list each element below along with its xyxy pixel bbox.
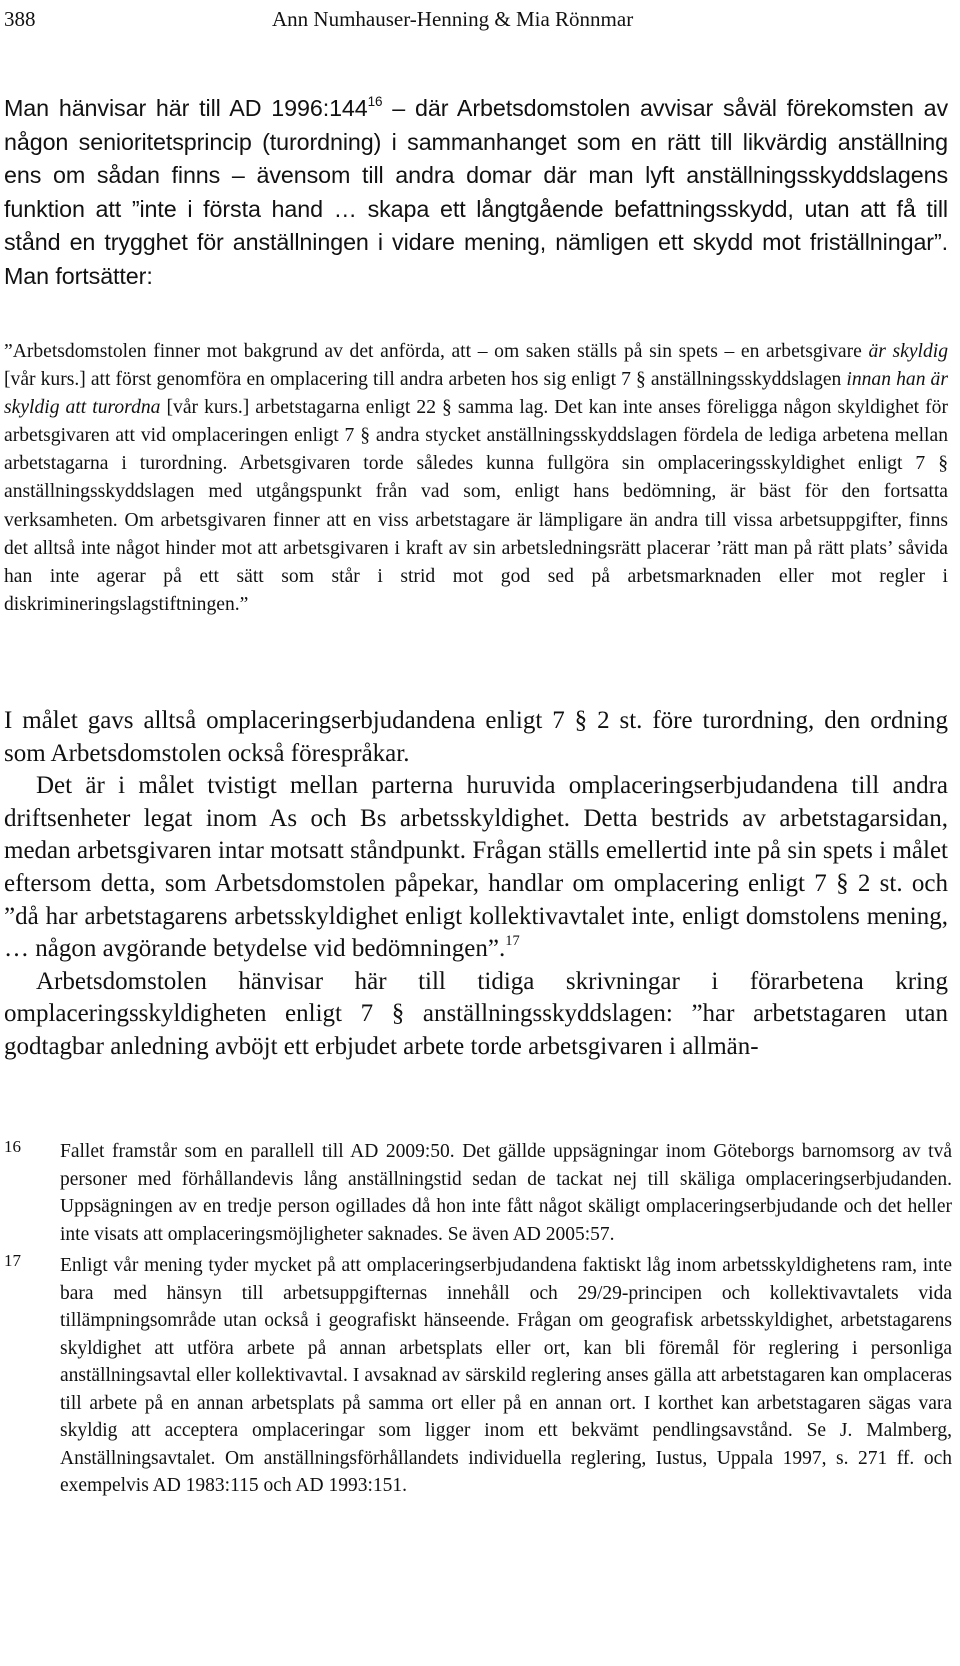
- footnote-number: 16: [4, 1137, 21, 1156]
- footnote-16: [0, 1138, 952, 1248]
- page-header: [0, 4, 960, 34]
- quote-part-1: ”Arbetsdomstolen finner mot bakgrund av det anförda, att – om saken ställs på sin spets – en arbetsgivare: [4, 341, 869, 362]
- body-paragraph-2-text: Det är i målet tvistigt mellan parterna huruvida omplaceringserbjudandena till andra driftsenheter legat inom As och Bs arbetsskyldighet. Detta bestrids av arbetstagarsidan, medan arbetsgivaren intar motsatt ståndpunkt. Frågan ställs emellertid inte på sin spets i målet eftersom detta, som Arbetsdomstolen påpekar, handlar om omplacering enligt 7 § 2 st. och ”då har arbetstagarens arbetsskyldighet enligt kollektivavtalet inte, enligt domstolens mening, … någon avgörande betydelse vid bedömningen”.: [4, 772, 948, 963]
- quote-part-2: [vår kurs.] att först genomföra en omplacering till andra arbeten hos sig enligt 7 § anställningsskyddslagen: [4, 369, 847, 391]
- footnote-text: Fallet framstår som en parallell till AD 2009:50. Det gällde uppsägningar inom Göteborgs barnomsorg av två personer med förhållandevis lång anställningstid sedan de tackat nej till skäliga omplaceringserbjudanden. Uppsägningen av en tredje person ogillades då hon inte fått något skäligt omplaceringserbjudande och det heller inte visats att omplaceringsmöjligheter saknades. Se även AD 2005:57.: [60, 1141, 952, 1245]
- footnote-number: 17: [4, 1251, 21, 1270]
- footnotes-section: [0, 1138, 952, 1500]
- quote-italic-2: innan han är skyldig att turordna: [4, 369, 948, 419]
- footnote-17: [0, 1252, 952, 1500]
- footnote-ref-16[interactable]: 16: [367, 93, 383, 109]
- block-quote: [4, 338, 948, 619]
- intro-paragraph: [4, 92, 948, 294]
- footnote-ref-17[interactable]: 17: [505, 933, 520, 950]
- quote-part-3: [vår kurs.] arbetstagarna enligt 22 § samma lag. Det kan inte anses föreligga någon skyldighet för arbetsgivaren att vid omplaceringen enligt 7 § andra stycket anställningsskyddslagen fördela de lediga arbetena mellan arbetstagarna i turordning. Arbetsgivaren torde således kunna fullgöra sin omplaceringsskyldighet enligt 7 § anställningsskyddslagen med utgångspunkt från vad som, enligt hans bedömning, är bäst för den fortsatta verksamheten. Om arbetsgivaren finner att en viss arbetstagare är lämpligare än andra till vissa arbetsuppgifter, finns det alltså inte något hinder mot att arbetsgivaren i kraft av sin arbetsledningsrätt placerar ’rätt man på rätt plats’ såvida han inte agerar på ett sätt som står i strid mot god sed på arbetsmarknaden eller mot regler i diskrimineringslagstiftningen.”: [4, 397, 948, 615]
- quote-italic-1: är skyldig: [868, 341, 949, 362]
- intro-text-start: Man hänvisar här till AD 1996:144: [4, 95, 368, 121]
- page-number: 388: [4, 7, 36, 31]
- footnote-text: Enligt vår mening tyder mycket på att omplaceringserbjudandena faktiskt låg inom arbetsskyldighetens ram, inte bara med hänsyn till arbetsuppgifternas innehåll och 29/29-principen och kollektivavtalets vida tillämpningsområde utan också i geografiskt hänseende. Frågan om geografisk arbetsskyldighet, arbetstagarens skyldighet att utföra arbete på annan arbetsplats eller ort, kan bli föremål för reglering i personliga anställningsavtal eller kollektivavtal. I avsaknad av särskild reglering anses gälla att arbetstagaren kan omplaceras till arbete på en annan arbetsplats på samma ort eller på en annan ort. I korthet kan arbetstagaren sägas vara skyldig att acceptera omplaceringar som ligger inom ett bekvämt pendlingsavstånd. Se J. Malmberg, Anställningsavtalet. Om anställningsförhållandets individuella reglering, Iustus, Uppala 1997, s. 271 ff. och exempelvis AD 1983:115 och AD 1993:151.: [60, 1255, 952, 1496]
- body-paragraph-2: [4, 770, 948, 966]
- body-paragraph-1: I målet gavs alltså omplaceringserbjudandena enligt 7 § 2 st. före turordning, den ordning som Arbetsdomstolen också förespråkar.: [4, 707, 948, 767]
- body-paragraph-3: Arbetsdomstolen hänvisar här till tidiga skrivningar i förarbetena kring omplaceringsskyldigheten enligt 7 § anställningsskyddslagen: ”har arbetstagaren utan godtagbar anledning avböjt ett erbjudet arbete torde arbetsgivaren i allmän-: [4, 967, 948, 1060]
- body-text: [4, 705, 948, 1064]
- intro-text-end: – där Arbetsdomstolen avvisar såväl förekomsten av någon senioritetsprincip (turordning) i sammanhanget som en rätt till likvärdig anställning ens om sådan finns – ävensom till andra domar där man lyft anställningsskyddslagens funktion att ”inte i första hand … skapa ett långtgående befattningsskydd, utan att få till stånd en trygghet för anställningen i vidare mening, nämligen ett skydd mot friställningar”. Man fortsätter:: [4, 95, 949, 289]
- running-head: Ann Numhauser-Henning & Mia Rönnmar: [272, 7, 634, 31]
